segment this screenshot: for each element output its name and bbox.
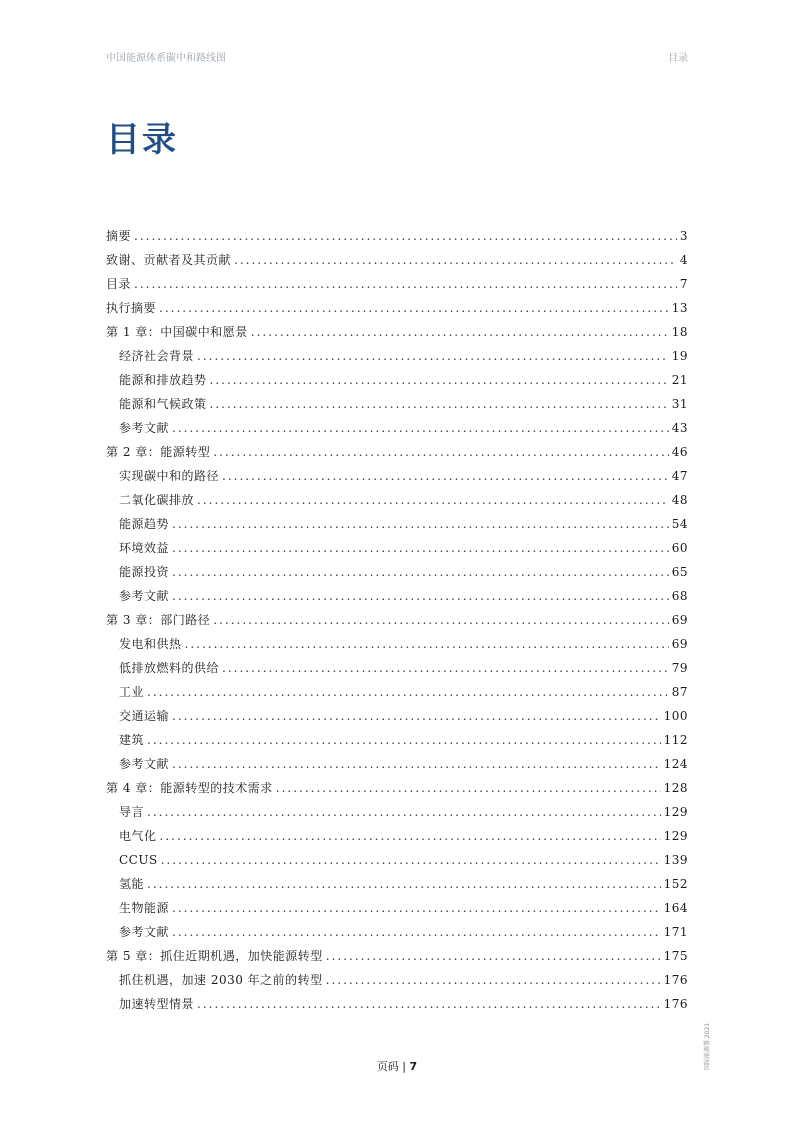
toc-dot-leader bbox=[172, 752, 661, 776]
page-footer bbox=[0, 1058, 794, 1074]
toc-entry-label: 第 1 章：中国碳中和愿景 bbox=[106, 325, 248, 339]
toc-entry-label: 执行摘要 bbox=[106, 301, 157, 315]
toc-entry-page: 79 bbox=[671, 661, 688, 675]
toc-entry-label: 第 2 章：能源转型 bbox=[106, 445, 211, 459]
toc-dot-leader bbox=[134, 272, 677, 296]
toc-entry-label: 发电和供热 bbox=[119, 637, 182, 651]
toc-entry-page: 129 bbox=[663, 829, 688, 843]
toc-entry-page: 69 bbox=[671, 637, 688, 651]
toc-entry[interactable] bbox=[106, 608, 688, 632]
toc-dot-leader bbox=[222, 656, 669, 680]
toc-entry-page: 68 bbox=[671, 589, 688, 603]
toc-subentry[interactable] bbox=[106, 488, 688, 512]
toc-subentry[interactable] bbox=[106, 632, 688, 656]
toc-entry-label: 第 5 章：抓住近期机遇，加快能源转型 bbox=[106, 949, 323, 963]
toc-entry-page: 124 bbox=[663, 757, 688, 771]
toc-subentry[interactable] bbox=[106, 560, 688, 584]
toc-dot-leader bbox=[172, 896, 661, 920]
toc-dot-leader bbox=[213, 440, 668, 464]
toc-entry-label: 二氧化碳排放 bbox=[119, 493, 195, 507]
toc-dot-leader bbox=[172, 512, 669, 536]
toc-entry-label: 能源和排放趋势 bbox=[119, 373, 207, 387]
toc-dot-leader bbox=[172, 584, 669, 608]
toc-subentry[interactable] bbox=[106, 848, 688, 872]
toc-entry-page: 48 bbox=[671, 493, 688, 507]
toc-entry-page: 128 bbox=[663, 781, 688, 795]
toc-entry-page: 176 bbox=[663, 997, 688, 1011]
toc-entry-label: 能源和气候政策 bbox=[119, 397, 207, 411]
footer-page-number: 7 bbox=[409, 1060, 418, 1073]
publisher-mark: 国际能源署 2021 bbox=[704, 1022, 711, 1070]
toc-entry[interactable] bbox=[106, 440, 688, 464]
toc-entry-page: 47 bbox=[671, 469, 688, 483]
toc-entry-page: 175 bbox=[663, 949, 688, 963]
toc-entry[interactable] bbox=[106, 944, 688, 968]
running-header bbox=[106, 49, 688, 64]
toc-entry-page: 3 bbox=[679, 229, 688, 243]
toc-entry-label: 摘要 bbox=[106, 229, 132, 243]
toc-subentry[interactable] bbox=[106, 392, 688, 416]
toc-dot-leader bbox=[185, 632, 669, 656]
toc-dot-leader bbox=[276, 776, 661, 800]
toc-entry-page: 19 bbox=[671, 349, 688, 363]
toc-dot-leader bbox=[147, 872, 661, 896]
toc-entry-label: 致谢、贡献者及其贡献 bbox=[106, 253, 232, 267]
toc-entry-label: 第 4 章：能源转型的技术需求 bbox=[106, 781, 273, 795]
toc-entry-label: 目录 bbox=[106, 277, 132, 291]
toc-entry-label: 参考文献 bbox=[119, 757, 170, 771]
toc-dot-leader bbox=[234, 248, 677, 272]
toc-entry-label: 能源趋势 bbox=[119, 517, 170, 531]
toc-entry-label: 能源投资 bbox=[119, 565, 170, 579]
toc-entry-page: 54 bbox=[671, 517, 688, 531]
toc-subentry[interactable] bbox=[106, 920, 688, 944]
toc-entry-page: 60 bbox=[671, 541, 688, 555]
toc-entry[interactable] bbox=[106, 296, 688, 320]
toc-entry-page: 13 bbox=[671, 301, 688, 315]
toc-dot-leader bbox=[222, 464, 669, 488]
toc-entry[interactable] bbox=[106, 224, 688, 248]
toc-dot-leader bbox=[213, 608, 668, 632]
page-title: 目录 bbox=[106, 120, 178, 160]
toc-subentry[interactable] bbox=[106, 344, 688, 368]
toc-subentry[interactable] bbox=[106, 752, 688, 776]
toc-entry[interactable] bbox=[106, 272, 688, 296]
toc-entry-label: 第 3 章：部门路径 bbox=[106, 613, 211, 627]
toc-dot-leader bbox=[159, 296, 669, 320]
toc-entry-page: 164 bbox=[663, 901, 688, 915]
toc-subentry[interactable] bbox=[106, 704, 688, 728]
toc-entry-label: 参考文献 bbox=[119, 589, 170, 603]
toc-dot-leader bbox=[160, 824, 661, 848]
toc-dot-leader bbox=[161, 848, 661, 872]
toc-entry-label: CCUS bbox=[119, 853, 158, 867]
toc-entry-page: 112 bbox=[663, 733, 688, 747]
toc-entry-page: 87 bbox=[671, 685, 688, 699]
toc-dot-leader bbox=[172, 536, 669, 560]
toc-subentry[interactable] bbox=[106, 992, 688, 1016]
header-section-name: 目录 bbox=[668, 53, 688, 64]
toc-entry-page: 21 bbox=[671, 373, 688, 387]
toc-entry-page: 7 bbox=[679, 277, 688, 291]
toc-entry-page: 176 bbox=[663, 973, 688, 987]
toc-subentry[interactable] bbox=[106, 968, 688, 992]
table-of-contents bbox=[106, 224, 688, 1016]
toc-subentry[interactable] bbox=[106, 536, 688, 560]
toc-entry-label: 电气化 bbox=[119, 829, 157, 843]
toc-entry-page: 171 bbox=[663, 925, 688, 939]
toc-subentry[interactable] bbox=[106, 872, 688, 896]
footer-page-label: 页码 | bbox=[376, 1060, 410, 1073]
toc-subentry[interactable] bbox=[106, 656, 688, 680]
toc-entry-label: 工业 bbox=[119, 685, 145, 699]
toc-entry-page: 139 bbox=[663, 853, 688, 867]
toc-entry-label: 生物能源 bbox=[119, 901, 170, 915]
toc-dot-leader bbox=[197, 992, 661, 1016]
toc-subentry[interactable] bbox=[106, 728, 688, 752]
toc-entry-label: 参考文献 bbox=[119, 421, 170, 435]
toc-entry-page: 4 bbox=[679, 253, 688, 267]
toc-entry-page: 152 bbox=[663, 877, 688, 891]
toc-entry-page: 69 bbox=[671, 613, 688, 627]
toc-dot-leader bbox=[172, 920, 661, 944]
toc-entry-label: 建筑 bbox=[119, 733, 145, 747]
toc-dot-leader bbox=[326, 944, 661, 968]
toc-dot-leader bbox=[147, 800, 661, 824]
toc-subentry[interactable] bbox=[106, 512, 688, 536]
toc-entry-page: 46 bbox=[671, 445, 688, 459]
toc-subentry[interactable] bbox=[106, 416, 688, 440]
toc-subentry[interactable] bbox=[106, 824, 688, 848]
toc-entry-page: 100 bbox=[663, 709, 688, 723]
toc-dot-leader bbox=[197, 488, 669, 512]
header-document-title: 中国能源体系碳中和路线图 bbox=[106, 53, 226, 64]
toc-dot-leader bbox=[197, 344, 669, 368]
toc-entry-page: 43 bbox=[671, 421, 688, 435]
toc-entry-page: 65 bbox=[671, 565, 688, 579]
toc-subentry[interactable] bbox=[106, 464, 688, 488]
toc-dot-leader bbox=[147, 680, 669, 704]
toc-entry-label: 参考文献 bbox=[119, 925, 170, 939]
toc-entry-label: 低排放燃料的供给 bbox=[119, 661, 220, 675]
toc-dot-leader bbox=[326, 968, 661, 992]
toc-entry-page: 129 bbox=[663, 805, 688, 819]
toc-entry-label: 加速转型情景 bbox=[119, 997, 195, 1011]
toc-dot-leader bbox=[172, 416, 669, 440]
toc-entry[interactable] bbox=[106, 320, 688, 344]
toc-entry[interactable] bbox=[106, 248, 688, 272]
toc-entry-label: 实现碳中和的路径 bbox=[119, 469, 220, 483]
toc-dot-leader bbox=[251, 320, 669, 344]
toc-entry-page: 31 bbox=[671, 397, 688, 411]
toc-subentry[interactable] bbox=[106, 584, 688, 608]
toc-entry-label: 交通运输 bbox=[119, 709, 170, 723]
toc-subentry[interactable] bbox=[106, 368, 688, 392]
toc-entry-label: 经济社会背景 bbox=[119, 349, 195, 363]
toc-subentry[interactable] bbox=[106, 800, 688, 824]
toc-entry-label: 环境效益 bbox=[119, 541, 170, 555]
toc-entry-label: 导言 bbox=[119, 805, 145, 819]
toc-entry-label: 氢能 bbox=[119, 877, 145, 891]
toc-subentry[interactable] bbox=[106, 680, 688, 704]
toc-dot-leader bbox=[147, 728, 661, 752]
toc-entry[interactable] bbox=[106, 776, 688, 800]
toc-subentry[interactable] bbox=[106, 896, 688, 920]
toc-dot-leader bbox=[210, 392, 669, 416]
toc-dot-leader bbox=[210, 368, 669, 392]
toc-entry-label: 抓住机遇，加速 2030 年之前的转型 bbox=[119, 973, 323, 987]
toc-dot-leader bbox=[134, 224, 677, 248]
toc-dot-leader bbox=[172, 560, 669, 584]
toc-entry-page: 18 bbox=[671, 325, 688, 339]
toc-dot-leader bbox=[172, 704, 661, 728]
